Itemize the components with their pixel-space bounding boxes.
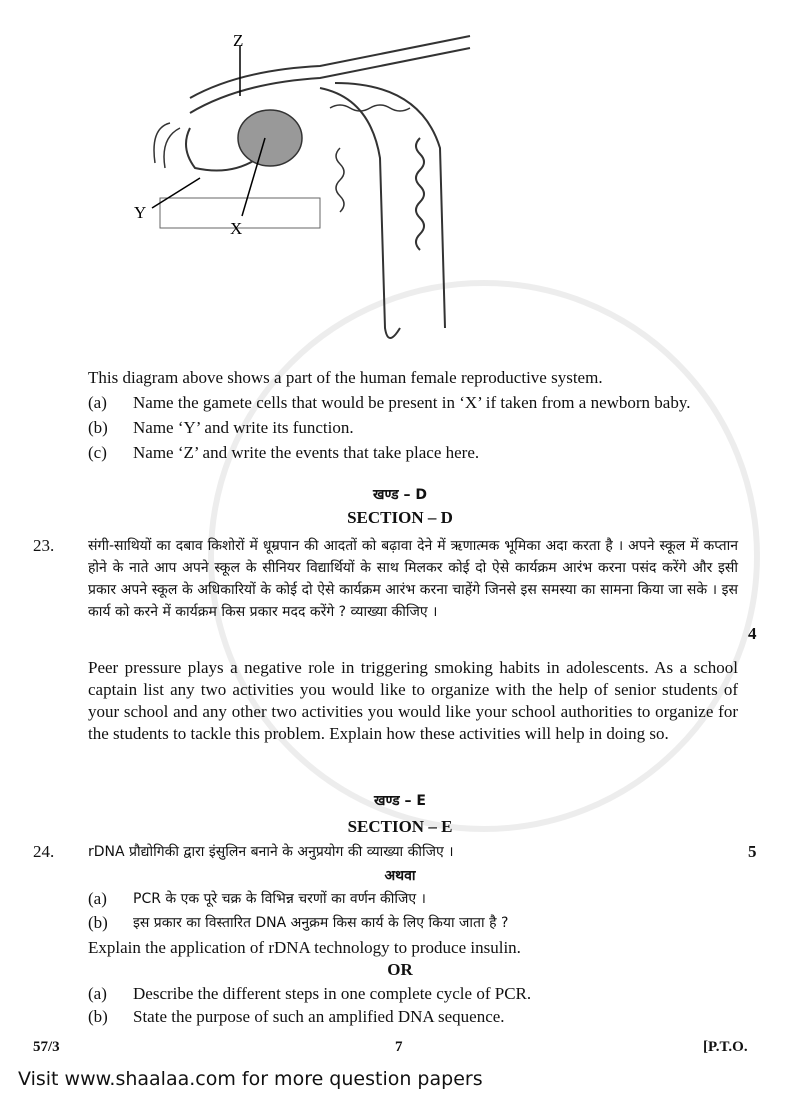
q22-c-label: (c) bbox=[88, 443, 107, 462]
q22-c-text: Name ‘Z’ and write the events that take place here. bbox=[133, 443, 480, 462]
q22-b-label: (b) bbox=[88, 418, 108, 437]
label-z: Z bbox=[233, 31, 244, 50]
q22-a-text: Name the gamete cells that would be present in ‘X’ if taken from a newborn baby. bbox=[133, 393, 691, 412]
page-number: 7 bbox=[395, 1039, 403, 1055]
q24-number: 24. bbox=[33, 842, 55, 861]
section-d-heading: SECTION – D bbox=[347, 508, 453, 527]
q23-english: Peer pressure plays a negative role in triggering smoking habits in adolescents. As a school captain list any two activities you would like to organize with the help of senior students of your school and any other two activities you would like your school authorities to organize for the students to tackle this problem. Explain how these activities will help in doing so. bbox=[88, 658, 738, 743]
q24-hindi: rDNA प्रौद्योगिकी द्वारा इंसुलिन बनाने के अनुप्रयोग की व्याख्या कीजिए । bbox=[88, 844, 454, 860]
reproductive-system-diagram bbox=[120, 28, 480, 363]
q24-hindi-b-text: इस प्रकार का विस्तारित DNA अनुक्रम किस कार्य के लिए किया जाता है ? bbox=[133, 915, 509, 931]
q24-english-b-text: State the purpose of such an amplified DNA sequence. bbox=[133, 1007, 505, 1026]
q22-a-label: (a) bbox=[88, 393, 107, 412]
q22-intro: This diagram above shows a part of the human female reproductive system. bbox=[88, 368, 603, 387]
q24-english-b-label: (b) bbox=[88, 1007, 108, 1026]
q23-number: 23. bbox=[33, 536, 55, 555]
q22-b-text: Name ‘Y’ and write its function. bbox=[133, 418, 354, 437]
q24-hindi-b-label: (b) bbox=[88, 913, 108, 932]
q24-english: Explain the application of rDNA technology to produce insulin. bbox=[88, 938, 521, 957]
q23-hindi: संगी-साथियों का दबाव किशोरों में धूम्रपान की आदतों को बढ़ावा देने में ऋणात्मक भूमिका अदा करता है । अपने स्कूल में कप्तान होने के नाते आप अपने स्कूल के सीनियर विद्यार्थियों के साथ मिलकर कोई दो ऐसे कार्यक्रम आरंभ करना पसंद करेंगे और इसी प्रकार अपने स्कूल के अधिकारियों के कोई दो ऐसे कार्यक्रम आरंभ करना चाहेंगे जिनसे इस समस्या का सामना किया जा सके । इस कार्य को करने में कार्यक्रम किस प्रकार मदद करेंगे ? व्याख्या कीजिए । bbox=[88, 538, 738, 620]
paper-code: 57/3 bbox=[33, 1039, 60, 1055]
label-x: X bbox=[230, 219, 243, 238]
q23-marks: 4 bbox=[748, 624, 757, 643]
label-y: Y bbox=[134, 203, 147, 222]
q24-marks: 5 bbox=[748, 842, 757, 861]
visit-link[interactable]: Visit www.shaalaa.com for more question papers bbox=[18, 1068, 483, 1090]
section-d-hindi: खण्ड – D bbox=[373, 487, 427, 503]
q24-hindi-a-label: (a) bbox=[88, 889, 107, 908]
q24-english-a-text: Describe the different steps in one complete cycle of PCR. bbox=[133, 984, 532, 1003]
pto-label: [P.T.O. bbox=[703, 1039, 748, 1055]
q24-hindi-a-text: PCR के एक पूरे चक्र के विभिन्न चरणों का वर्णन कीजिए । bbox=[133, 891, 426, 907]
q24-english-a-label: (a) bbox=[88, 984, 107, 1003]
section-e-hindi: खण्ड – E bbox=[374, 793, 426, 809]
section-e-heading: SECTION – E bbox=[347, 817, 453, 836]
q24-or-english: OR bbox=[387, 960, 413, 979]
q24-or-hindi: अथवा bbox=[384, 868, 416, 884]
